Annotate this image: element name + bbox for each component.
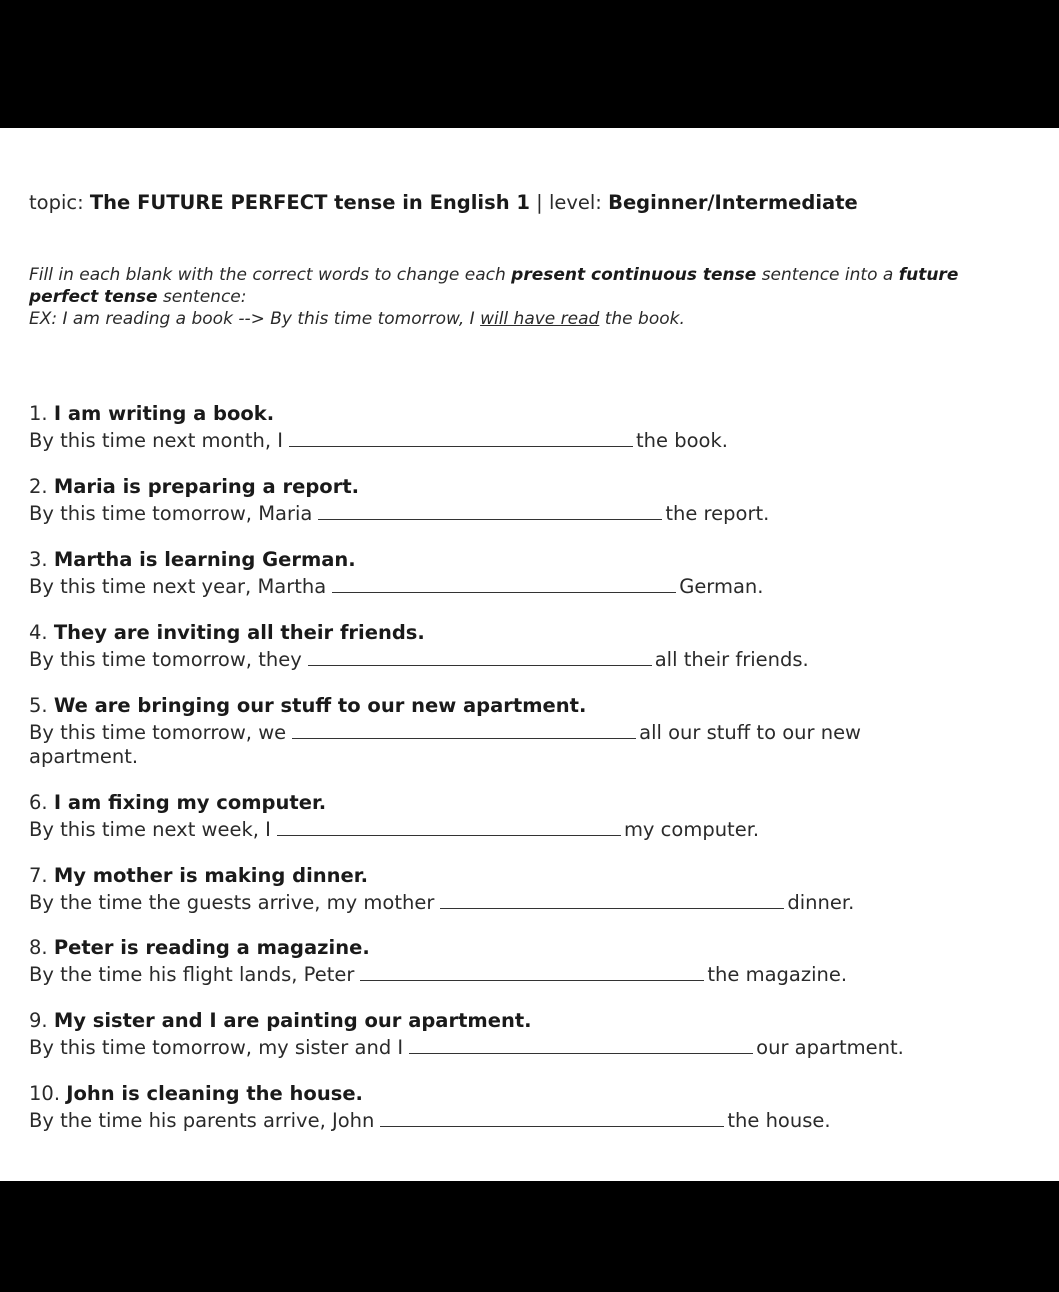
exercise-ending: all their friends. (654, 648, 809, 671)
answer-blank[interactable] (292, 718, 636, 739)
instruction-text-3: sentence: (162, 287, 247, 307)
exercise-sentence: I am fixing my computer. (53, 791, 327, 814)
exercise-prompt: By the time the guests arrive, my mother (29, 891, 435, 914)
topic-value: The FUTURE PERFECT tense in English 1 (89, 191, 530, 214)
exercise-item (29, 548, 1029, 599)
exercise-number: 2. (29, 475, 48, 498)
exercise-ending: the house. (727, 1109, 831, 1132)
bottom-black-bar (0, 1181, 1059, 1292)
exercise-prompt: By this time next week, I (29, 818, 271, 841)
exercise-prompt: By the time his parents arrive, John (29, 1109, 375, 1132)
example-line (29, 308, 1029, 330)
exercise-answer-line (29, 1033, 1029, 1060)
top-black-bar (0, 0, 1059, 128)
example-prefix: EX: I am reading a book --> By this time tomorrow, I (29, 309, 475, 329)
answer-blank[interactable] (277, 815, 621, 836)
exercise-answer-line (29, 960, 1029, 987)
exercise-number: 10. (29, 1082, 61, 1105)
topic-label: topic: (29, 191, 84, 214)
exercise-sentence: My sister and I are painting our apartment. (53, 1009, 532, 1032)
answer-blank[interactable] (332, 572, 676, 593)
exercise-answer-line (29, 888, 1029, 915)
exercise-answer-line (29, 645, 1029, 672)
exercise-ending: dinner. (787, 891, 855, 914)
example-answer: will have read (480, 309, 600, 329)
exercise-prompt: By this time tomorrow, Maria (29, 502, 313, 525)
example-suffix: the book. (604, 309, 685, 329)
exercise-question (29, 791, 1029, 815)
exercise-number: 9. (29, 1009, 48, 1032)
instruction-bold-1: present continuous tense (511, 265, 757, 285)
exercise-sentence: John is cleaning the house. (66, 1082, 363, 1105)
answer-blank[interactable] (289, 426, 633, 447)
exercise-prompt: By this time next year, Martha (29, 575, 327, 598)
exercise-item (29, 1082, 1029, 1133)
exercise-prompt: By the time his flight lands, Peter (29, 963, 355, 986)
exercise-question (29, 402, 1029, 426)
exercise-number: 6. (29, 791, 48, 814)
exercise-item (29, 1009, 1029, 1060)
exercise-question (29, 864, 1029, 888)
exercise-question (29, 694, 909, 718)
exercise-sentence: My mother is making dinner. (53, 864, 368, 887)
answer-blank[interactable] (318, 499, 662, 520)
exercise-ending: all our stuff to our new apartment. (29, 721, 862, 768)
exercise-question (29, 621, 1029, 645)
exercise-prompt: By this time tomorrow, they (29, 648, 302, 671)
exercise-sentence: Maria is preparing a report. (53, 475, 360, 498)
exercise-question (29, 475, 1029, 499)
exercise-answer-line (29, 499, 1029, 526)
exercise-number: 8. (29, 936, 48, 959)
exercise-item (29, 621, 1029, 672)
instruction-line (29, 264, 1029, 308)
answer-blank[interactable] (440, 888, 784, 909)
answer-blank[interactable] (360, 960, 704, 981)
topic-separator: | (536, 191, 543, 214)
exercise-item (29, 936, 1029, 987)
exercise-number: 5. (29, 694, 48, 717)
exercise-ending: the report. (665, 502, 770, 525)
answer-blank[interactable] (308, 645, 652, 666)
instruction-text-1: Fill in each blank with the correct words to change each (29, 265, 506, 285)
exercise-question (29, 1009, 1029, 1033)
answer-blank[interactable] (380, 1106, 724, 1127)
exercise-prompt: By this time tomorrow, we (29, 721, 287, 744)
exercise-ending: the magazine. (707, 963, 848, 986)
instructions (29, 264, 1029, 330)
level-value: Beginner/Intermediate (608, 191, 858, 214)
exercise-ending: my computer. (623, 818, 760, 841)
exercise-item (29, 864, 1029, 915)
exercise-sentence: Peter is reading a magazine. (53, 936, 370, 959)
topic-line (29, 191, 858, 215)
instruction-bold-2: future perfect tense (29, 265, 959, 307)
exercise-prompt: By this time next month, I (29, 429, 283, 452)
exercise-ending: the book. (636, 429, 728, 452)
exercise-sentence: They are inviting all their friends. (53, 621, 425, 644)
exercise-number: 1. (29, 402, 48, 425)
exercise-number: 7. (29, 864, 48, 887)
exercise-question (29, 936, 1029, 960)
exercise-sentence: We are bringing our stuff to our new apartment. (53, 694, 587, 717)
exercise-item (29, 791, 1029, 842)
exercise-item (29, 402, 1029, 453)
instruction-text-2: sentence into a (761, 265, 894, 285)
exercise-number: 3. (29, 548, 48, 571)
exercise-answer-line (29, 718, 909, 769)
exercise-number: 4. (29, 621, 48, 644)
exercise-ending: our apartment. (756, 1036, 904, 1059)
exercise-answer-line (29, 1106, 1029, 1133)
exercise-item (29, 694, 909, 769)
exercise-prompt: By this time tomorrow, my sister and I (29, 1036, 404, 1059)
exercise-answer-line (29, 426, 1029, 453)
exercise-ending: German. (679, 575, 764, 598)
exercise-sentence: I am writing a book. (53, 402, 275, 425)
level-label: level: (548, 191, 602, 214)
exercise-item (29, 475, 1029, 526)
exercise-question (29, 1082, 1029, 1106)
exercise-sentence: Martha is learning German. (53, 548, 356, 571)
answer-blank[interactable] (409, 1033, 753, 1054)
exercise-question (29, 548, 1029, 572)
exercise-answer-line (29, 815, 1029, 842)
worksheet-page (0, 128, 1059, 1181)
exercise-answer-line (29, 572, 1029, 599)
